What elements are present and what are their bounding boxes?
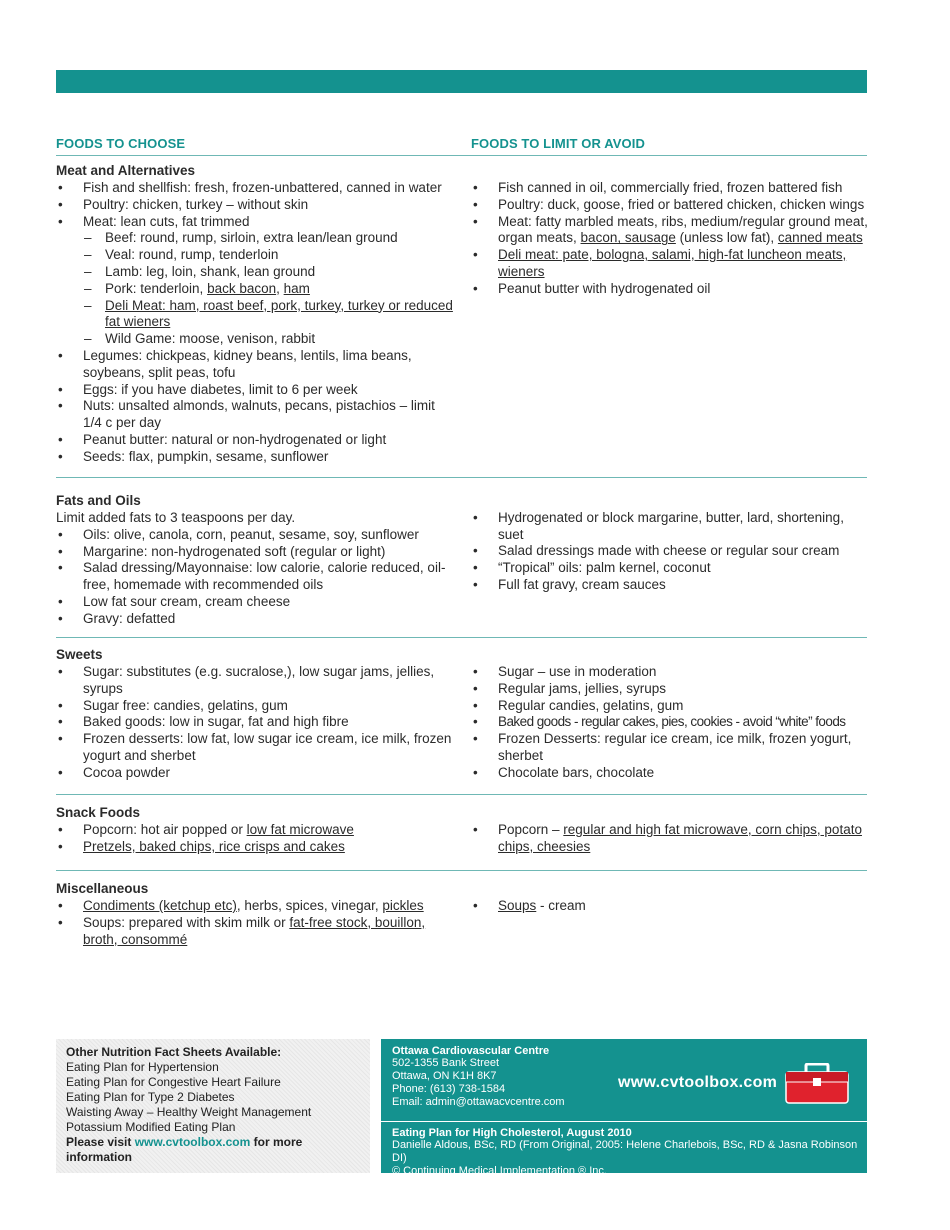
list-item: • Fish and shellfish: fresh, frozen-unbattered, canned in water [56,180,456,197]
plan-authors: Danielle Aldous, BSc, RD (From Original, 2005: Helene Charlebois, BSc, RD & Jasna Robinson DI) [392,1139,858,1164]
list-item: • Salad dressing/Mayonnaise: low calorie, calorie reduced, oil-free, homemade with recommended oils [56,560,456,594]
website-logo-text[interactable]: www.cvtoolbox.com [618,1074,778,1091]
list-item: • Baked goods: low in sugar, fat and high fibre [56,714,456,731]
list-item: • Gravy: defatted [56,611,456,628]
list-item: • Full fat gravy, cream sauces [471,577,871,594]
other-fact-sheets-box [56,1039,370,1173]
list-item: • Popcorn – regular and high fat microwave, corn chips, potato chips, cheesies [471,822,871,856]
list-item: • Oils: olive, canola, corn, peanut, sesame, soy, sunflower [56,527,456,544]
foods-to-limit-heading: FOODS TO LIMIT OR AVOID [471,136,645,151]
list-item: • Fish canned in oil, commercially fried, frozen battered fish [471,180,871,197]
list-item: • Meat: fatty marbled meats, ribs, medium/regular ground meat, organ meats, bacon, sausage (unless low fat), canned meats [471,214,871,248]
limit-list [471,510,871,594]
choose-list [56,527,456,628]
list-item: • Salad dressings made with cheese or regular sour cream [471,543,871,560]
footer-divider [381,1121,867,1122]
org-name: Ottawa Cardiovascular Centre [392,1045,550,1057]
section-fats [56,493,867,626]
phone: Phone: (613) 738-1584 [392,1083,506,1095]
list-item: • Sugar free: candies, gelatins, gum [56,698,456,715]
list-item: • Chocolate bars, chocolate [471,765,871,782]
list-subitem: – Veal: round, rump, tenderloin [56,247,456,264]
list-item: • Frozen desserts: low fat, low sugar ice cream, ice milk, frozen yogurt and sherbet [56,731,456,765]
list-item: • “Tropical” oils: palm kernel, coconut [471,560,871,577]
list-subitem: – Wild Game: moose, venison, rabbit [56,331,456,348]
visit-note: Please visit www.cvtoolbox.com for more information [66,1135,303,1164]
header-rule [56,155,867,156]
copyright: © Continuing Medical Implementation ® Inc. [392,1165,607,1177]
list-item: • Nuts: unsalted almonds, walnuts, pecans, pistachios – limit 1/4 c per day [56,398,456,432]
list-item: • Condiments (ketchup etc), herbs, spices, vinegar, pickles [56,898,456,915]
choose-list [56,664,456,782]
toolbox-icon [784,1063,850,1105]
list-item: • Popcorn: hot air popped or low fat microwave [56,822,456,839]
contact-box [381,1039,867,1177]
contact-address [392,1045,565,1109]
fact-sheet-item: Eating Plan for Hypertension [66,1060,219,1074]
list-item: • Regular candies, gelatins, gum [471,698,871,715]
choose-list [56,898,456,948]
limit-list [471,822,871,856]
list-subitem: – Deli Meat: ham, roast beef, pork, turkey, turkey or reduced fat wieners [56,298,456,332]
website-link[interactable]: www.cvtoolbox.com [134,1135,251,1149]
plan-info [392,1127,867,1178]
list-item: • Meat: lean cuts, fat trimmed [56,214,456,231]
fact-sheets-title: Other Nutrition Fact Sheets Available: [66,1045,282,1059]
list-item: • Regular jams, jellies, syrups [471,681,871,698]
section-snacks [56,805,867,854]
fact-sheet-item: Waisting Away – Healthy Weight Management [66,1105,312,1119]
list-item: • Soups: prepared with skim milk or fat-free stock, bouillon, broth, consommé [56,915,456,949]
fact-sheet-item: Eating Plan for Congestive Heart Failure [66,1075,281,1089]
list-item: • Legumes: chickpeas, kidney beans, lentils, lima beans, soybeans, split peas, tofu [56,348,456,382]
section-rule [56,794,867,795]
section-title: Snack Foods [56,805,141,820]
header-band [56,70,867,93]
section-intro: Limit added fats to 3 teaspoons per day. [56,510,296,525]
list-item: • Pretzels, baked chips, rice crisps and cakes [56,839,456,856]
choose-list [56,180,456,466]
plan-title: Eating Plan for High Cholesterol, August 2010 [392,1127,632,1139]
list-item: • Frozen Desserts: regular ice cream, ice milk, frozen yogurt, sherbet [471,731,871,765]
list-item: • Low fat sour cream, cream cheese [56,594,456,611]
list-subitem: – Lamb: leg, loin, shank, lean ground [56,264,456,281]
list-item: • Deli meat: pate, bologna, salami, high-fat luncheon meats, wieners [471,247,871,281]
list-item: • Peanut butter with hydrogenated oil [471,281,871,298]
list-item: • Sugar: substitutes (e.g. sucralose,), low sugar jams, jellies, syrups [56,664,456,698]
list-item: • Soups - cream [471,898,871,915]
section-rule [56,870,867,871]
limit-list [471,180,871,298]
address-line: 502-1355 Bank Street [392,1057,500,1069]
list-item: • Poultry: chicken, turkey – without skin [56,197,456,214]
section-misc [56,881,867,947]
limit-list [471,898,871,915]
foods-to-choose-heading: FOODS TO CHOOSE [56,136,186,151]
fact-sheet-item: Potassium Modified Eating Plan [66,1120,236,1134]
list-item: • Eggs: if you have diabetes, limit to 6 per week [56,382,456,399]
list-item: • Seeds: flax, pumpkin, sesame, sunflower [56,449,456,466]
section-sweets [56,647,867,780]
list-subitem: – Pork: tenderloin, back bacon, ham [56,281,456,298]
list-item: • Peanut butter: natural or non-hydrogenated or light [56,432,456,449]
limit-list [471,664,871,782]
section-rule [56,637,867,638]
choose-list [56,822,456,856]
list-item: • Sugar – use in moderation [471,664,871,681]
list-item: • Poultry: duck, goose, fried or battered chicken, chicken wings [471,197,871,214]
section-title: Meat and Alternatives [56,163,196,178]
email[interactable]: Email: admin@ottawacvcentre.com [392,1096,565,1108]
list-item: • Cocoa powder [56,765,456,782]
section-title: Miscellaneous [56,881,149,896]
section-title: Sweets [56,647,103,662]
list-item: • Hydrogenated or block margarine, butter, lard, shortening, suet [471,510,871,544]
section-title: Fats and Oils [56,493,141,508]
fact-sheet-item: Eating Plan for Type 2 Diabetes [66,1090,235,1104]
section-meat [56,163,868,464]
address-line: Ottawa, ON K1H 8K7 [392,1070,497,1082]
section-rule [56,477,867,478]
list-subitem: – Beef: round, rump, sirloin, extra lean/lean ground [56,230,456,247]
list-item: • Baked goods - regular cakes, pies, cookies - avoid “white” foods [471,714,871,731]
list-item: • Margarine: non-hydrogenated soft (regular or light) [56,544,456,561]
